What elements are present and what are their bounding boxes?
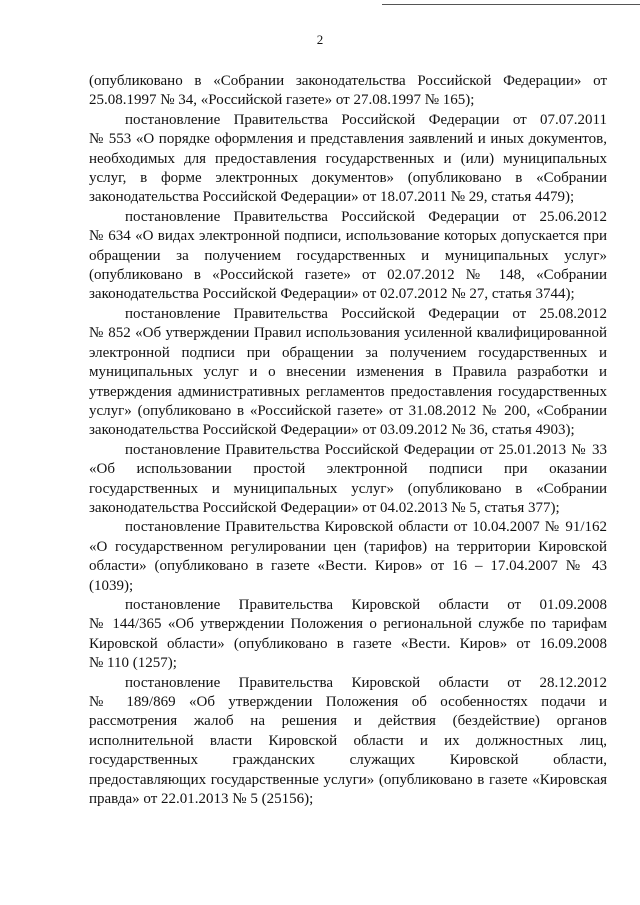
text-line: исполнительной власти Кировской области и их должностных лиц, bbox=[89, 732, 607, 749]
document-body bbox=[89, 72, 607, 809]
text-line: правда» от 22.01.2013 № 5 (25156); bbox=[89, 791, 314, 808]
text-line: Кировской области» (опубликовано в газете «Вести. Киров» от 16.09.2008 bbox=[89, 635, 607, 652]
text-line: государственных и муниципальных услуг» (опубликовано в «Собрании bbox=[89, 480, 607, 497]
text-line: 25.08.1997 № 34, «Российской газете» от 27.08.1997 № 165); bbox=[89, 92, 475, 109]
text-line: услуг, в форме электронных документов» (опубликовано в «Собрании bbox=[89, 170, 607, 187]
text-line: (опубликовано в «Собрании законодательства Российской Федерации» от bbox=[89, 73, 607, 89]
paragraph bbox=[89, 305, 607, 441]
paragraph bbox=[89, 518, 607, 596]
text-line: постановление Правительства Кировской области от 01.09.2008 bbox=[125, 596, 607, 613]
paragraph bbox=[89, 111, 607, 208]
text-line: (1039); bbox=[89, 577, 134, 594]
top-edge-rule bbox=[382, 4, 640, 5]
text-line: № 144/365 «Об утверждении Положения о региональной службе по тарифам bbox=[89, 616, 607, 633]
text-line: постановление Правительства Кировской области от 28.12.2012 bbox=[125, 674, 607, 691]
text-line: (опубликовано в «Российской газете» от 02.07.2012 № 148, «Собрании bbox=[89, 267, 607, 284]
text-line: услуг» (опубликовано в «Российской газете» от 31.08.2012 № 200, «Собрании bbox=[89, 402, 607, 419]
text-line: постановление Правительства Российской Федерации от 07.07.2011 bbox=[125, 111, 607, 128]
text-line: № 634 «О видах электронной подписи, использование которых допускается при bbox=[89, 228, 607, 245]
text-line: постановление Правительства Российской Федерации от 25.06.2012 bbox=[125, 208, 607, 225]
text-line: № 553 «О порядке оформления и представления заявлений и иных документов, bbox=[89, 131, 607, 148]
paragraph bbox=[89, 596, 607, 674]
text-line: законодательства Российской Федерации» от 18.07.2011 № 29, статья 4479); bbox=[89, 189, 575, 206]
page-number: 2 bbox=[316, 32, 324, 47]
text-line: обращении за получением государственных и муниципальных услуг» bbox=[89, 247, 607, 264]
text-line: «Об использовании простой электронной подписи при оказании bbox=[89, 461, 607, 478]
text-line: муниципальных услуг и о внесении изменения в Правила разработки и bbox=[89, 364, 607, 381]
text-line: государственных гражданских служащих Кировской области, bbox=[89, 752, 607, 769]
text-line: «О государственном регулировании цен (тарифов) на территории Кировской bbox=[89, 538, 607, 555]
text-line: постановление Правительства Российской Федерации от 25.01.2013 № 33 bbox=[125, 441, 607, 458]
text-line: № 110 (1257); bbox=[89, 655, 177, 672]
text-line: области» (опубликовано в газете «Вести. Киров» от 16 – 17.04.2007 № 43 bbox=[89, 558, 607, 575]
text-line: законодательства Российской Федерации» от 02.07.2012 № 27, статья 3744); bbox=[89, 286, 575, 303]
paragraph bbox=[89, 208, 607, 305]
text-line: постановление Правительства Кировской области от 10.04.2007 № 91/162 bbox=[125, 519, 607, 536]
text-line: законодательства Российской Федерации» от 03.09.2012 № 36, статья 4903); bbox=[89, 422, 575, 439]
text-line: № 852 «Об утверждении Правил использования усиленной квалифицированной bbox=[89, 325, 607, 342]
text-line: необходимых для предоставления государственных и (или) муниципальных bbox=[89, 150, 607, 167]
text-line: утверждения административных регламентов предоставления государственных bbox=[89, 383, 607, 400]
text-line: рассмотрения жалоб на решения и действия (бездействие) органов bbox=[89, 713, 607, 730]
text-line: № 189/869 «Об утверждении Положения об особенностях подачи и bbox=[89, 694, 607, 710]
paragraph bbox=[89, 674, 607, 810]
paragraph bbox=[89, 72, 607, 111]
text-line: законодательства Российской Федерации» от 04.02.2013 № 5, статья 377); bbox=[89, 499, 560, 516]
paragraph bbox=[89, 441, 607, 519]
text-line: предоставляющих государственные услуги» (опубликовано в газете «Кировская bbox=[89, 771, 607, 788]
text-line: постановление Правительства Российской Федерации от 25.08.2012 bbox=[125, 305, 607, 322]
text-line: электронной подписи при обращении за получением государственных и bbox=[89, 344, 607, 361]
